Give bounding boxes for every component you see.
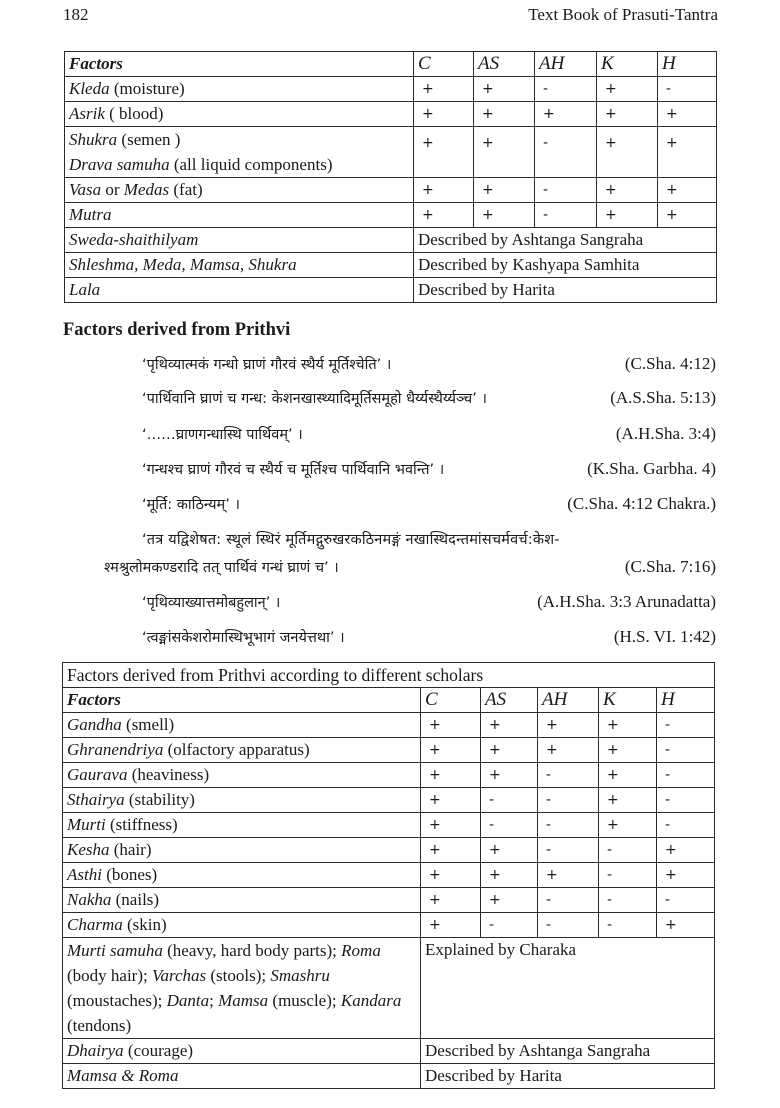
- factor-gloss: (stability): [124, 790, 195, 809]
- mark-h: -: [657, 763, 715, 788]
- mark-as: +: [481, 863, 538, 888]
- sanskrit-verse: ‘पार्थिवानि घ्राणं च गन्ध: केशनखास्थ्यादिमूर्तिसमूहो धैर्य्यस्थैर्य्यञ्च’ ।: [142, 391, 487, 407]
- column-header-as: AS: [474, 52, 535, 77]
- mark-as: +: [474, 178, 535, 203]
- factors-table-1: [64, 51, 717, 303]
- column-header-ah: AH: [535, 52, 597, 77]
- table-row: [63, 913, 715, 938]
- factor-term: Sthairya: [67, 790, 125, 809]
- factor-gloss: (nails): [111, 890, 160, 909]
- factor-gloss: (stools);: [206, 966, 271, 985]
- table-row-span: [65, 228, 717, 253]
- mark-as: +: [474, 127, 535, 178]
- factor-cell: Shleshma, Meda, Mamsa, Shukra: [65, 253, 414, 278]
- source-note: Explained by Charaka: [421, 938, 715, 1039]
- factor-term: Mutra: [69, 205, 112, 224]
- mark-as: +: [474, 102, 535, 127]
- sanskrit-verse: ‘पृथिव्याख्यात्तमोबहुलान्’ ।: [142, 595, 281, 611]
- factor-cell: [65, 127, 414, 178]
- mark-k: +: [597, 178, 658, 203]
- column-header-k: K: [599, 688, 657, 713]
- verse-reference: (A.S.Sha. 5:13): [610, 388, 716, 407]
- factor-gloss: (tendons): [67, 1016, 132, 1035]
- mark-c: +: [414, 102, 474, 127]
- factor-term: Asrik: [69, 104, 105, 123]
- mark-as: +: [481, 763, 538, 788]
- table-row: [65, 178, 717, 203]
- mark-ah: -: [538, 913, 599, 938]
- mark-as: -: [481, 788, 538, 813]
- factor-cell: [65, 203, 414, 228]
- mark-ah: +: [535, 102, 597, 127]
- factor-term: Mamsa & Roma: [67, 1066, 179, 1085]
- table-row: [63, 863, 715, 888]
- mark-ah: -: [535, 178, 597, 203]
- mark-as: -: [481, 813, 538, 838]
- source-note: Described by Ashtanga Sangraha: [421, 1039, 715, 1064]
- sanskrit-verse: ‘मूर्ति: काठिन्यम्’ ।: [142, 497, 240, 513]
- table-row-span: [65, 253, 717, 278]
- mark-as: +: [481, 738, 538, 763]
- source-note: Described by Harita: [421, 1064, 715, 1089]
- factor-connector: or: [101, 180, 124, 199]
- mark-ah: +: [538, 863, 599, 888]
- mark-k: +: [599, 813, 657, 838]
- mark-c: +: [421, 838, 481, 863]
- mark-k: -: [599, 913, 657, 938]
- mark-h: +: [657, 863, 715, 888]
- mark-c: +: [414, 203, 474, 228]
- section-heading: Factors derived from Prithvi: [63, 320, 291, 340]
- mark-h: -: [658, 77, 717, 102]
- mark-c: +: [414, 178, 474, 203]
- factor-term: Kleda: [69, 79, 110, 98]
- mark-k: +: [599, 763, 657, 788]
- mark-c: +: [421, 863, 481, 888]
- factor-gloss: (skin): [122, 915, 167, 934]
- column-header-h: H: [658, 52, 717, 77]
- factor-cell: [63, 913, 421, 938]
- factor-gloss: (heavy, hard body parts);: [162, 941, 342, 960]
- factor-cell: [63, 1064, 421, 1089]
- sanskrit-verse: श्मश्रुलोमकण्डरादि तत् पार्थिवं गन्धं घ्राणं च’ ।: [104, 560, 339, 576]
- column-header-factors: Factors: [65, 52, 414, 77]
- mark-ah: -: [538, 838, 599, 863]
- factor-cell: [63, 938, 421, 1039]
- factor-gloss: (body hair);: [67, 966, 152, 985]
- mark-h: -: [657, 713, 715, 738]
- factor-cell: Sweda-shaithilyam: [65, 228, 414, 253]
- factor-cell: [63, 888, 421, 913]
- factor-term: Nakha: [67, 890, 112, 909]
- mark-ah: -: [535, 203, 597, 228]
- factor-cell: [63, 738, 421, 763]
- column-header-k: K: [597, 52, 658, 77]
- mark-c: +: [414, 77, 474, 102]
- mark-ah: +: [538, 713, 599, 738]
- column-header-c: C: [414, 52, 474, 77]
- mark-as: +: [474, 203, 535, 228]
- factor-term: Medas: [123, 180, 170, 199]
- column-header-c: C: [421, 688, 481, 713]
- mark-ah: -: [538, 813, 599, 838]
- factor-cell: [63, 763, 421, 788]
- verse-reference: (C.Sha. 7:16): [624, 557, 716, 576]
- factor-cell: [63, 1039, 421, 1064]
- factor-term: Charma: [67, 915, 123, 934]
- table-row: [63, 838, 715, 863]
- sanskrit-verse: ‘पृथिव्यात्मकं गन्धो घ्राणं गौरवं स्थैर्य मूर्तिश्चेति’ ।: [142, 357, 392, 373]
- factor-gloss: (courage): [123, 1041, 194, 1060]
- factor-gloss: (stiffness): [105, 815, 178, 834]
- mark-k: +: [597, 102, 658, 127]
- mark-k: +: [597, 127, 658, 178]
- factor-term: Kandara: [340, 991, 402, 1010]
- table-row: [63, 713, 715, 738]
- factor-gloss: (smell): [121, 715, 175, 734]
- verse-reference: (C.Sha. 4:12 Chakra.): [567, 494, 716, 513]
- mark-k: +: [597, 203, 658, 228]
- table-row: [63, 788, 715, 813]
- mark-h: -: [657, 788, 715, 813]
- factor-term: Kesha: [67, 840, 110, 859]
- mark-h: +: [658, 127, 717, 178]
- factor-gloss: (moustaches);: [67, 991, 167, 1010]
- mark-c: +: [421, 813, 481, 838]
- table-header-row: [63, 688, 715, 713]
- factor-term: Ghranendriya: [67, 740, 164, 759]
- factor-term: Danta: [166, 991, 210, 1010]
- factors-table-2: [62, 662, 715, 1089]
- mark-as: +: [474, 77, 535, 102]
- factor-gloss: (olfactory apparatus): [163, 740, 310, 759]
- mark-c: +: [421, 763, 481, 788]
- factor-gloss: (bones): [101, 865, 158, 884]
- mark-k: +: [597, 77, 658, 102]
- page-number: 182: [63, 5, 89, 24]
- mark-c: +: [421, 738, 481, 763]
- source-note: Described by Kashyapa Samhita: [414, 253, 717, 278]
- sanskrit-verse: ‘……घ्राणगन्धास्थि पार्थिवम्’ ।: [142, 427, 303, 443]
- factor-term: Gaurava: [67, 765, 128, 784]
- mark-ah: -: [535, 77, 597, 102]
- mark-h: -: [657, 738, 715, 763]
- factor-gloss: (hair): [109, 840, 152, 859]
- mark-ah: +: [538, 738, 599, 763]
- table-row: [65, 203, 717, 228]
- mark-h: -: [657, 888, 715, 913]
- factor-gloss: (heaviness): [127, 765, 210, 784]
- mark-k: -: [599, 838, 657, 863]
- sanskrit-verse: ‘त्वङ्मांसकेशरोमास्थिभूभागं जनयेत्तथा’ ।: [142, 630, 345, 646]
- factor-gloss: (muscle);: [268, 991, 341, 1010]
- verse-reference: (K.Sha. Garbha. 4): [587, 459, 716, 478]
- factor-cell: [65, 178, 414, 203]
- factor-cell: [63, 788, 421, 813]
- factor-gloss: (all liquid components): [169, 155, 333, 174]
- mark-h: +: [657, 913, 715, 938]
- factor-gloss: (semen ): [117, 130, 181, 149]
- mark-k: +: [599, 788, 657, 813]
- table-header-row: [65, 52, 717, 77]
- factor-term: Shukra: [69, 130, 118, 149]
- mark-k: -: [599, 888, 657, 913]
- factor-gloss: (fat): [169, 180, 203, 199]
- table-row: [65, 127, 717, 178]
- factor-term: Smashru: [270, 966, 330, 985]
- table-title: Factors derived from Prithvi according to different scholars: [63, 663, 715, 688]
- mark-as: +: [481, 838, 538, 863]
- table-row-span: [63, 1039, 715, 1064]
- factor-term: Drava samuha: [69, 155, 170, 174]
- verse-reference: (A.H.Sha. 3:3 Arunadatta): [537, 592, 716, 611]
- mark-h: -: [657, 813, 715, 838]
- factor-term: Asthi: [67, 865, 102, 884]
- factor-gloss: (moisture): [109, 79, 185, 98]
- factor-term: Varchas: [151, 966, 207, 985]
- mark-c: +: [421, 888, 481, 913]
- table-row-span: [65, 278, 717, 303]
- mark-as: +: [481, 888, 538, 913]
- factor-term: Murti samuha: [67, 941, 163, 960]
- mark-as: -: [481, 913, 538, 938]
- mark-as: +: [481, 713, 538, 738]
- mark-c: +: [421, 713, 481, 738]
- table-row: [65, 77, 717, 102]
- factor-term: Murti: [67, 815, 106, 834]
- mark-ah: -: [538, 888, 599, 913]
- verse-reference: (H.S. VI. 1:42): [613, 627, 716, 646]
- source-note: Described by Harita: [414, 278, 717, 303]
- mark-c: +: [421, 913, 481, 938]
- factor-gloss: ( blood): [104, 104, 164, 123]
- mark-ah: -: [538, 788, 599, 813]
- factor-cell: [63, 813, 421, 838]
- factor-term: Mamsa: [218, 991, 269, 1010]
- column-header-factors: Factors: [63, 688, 421, 713]
- verse-reference: (C.Sha. 4:12): [624, 354, 716, 373]
- table-row-multi: [63, 938, 715, 1039]
- source-note: Described by Ashtanga Sangraha: [414, 228, 717, 253]
- column-header-h: H: [657, 688, 715, 713]
- running-head: Text Book of Prasuti-Tantra: [528, 5, 718, 24]
- factor-cell: Lala: [65, 278, 414, 303]
- column-header-as: AS: [481, 688, 538, 713]
- mark-k: +: [599, 713, 657, 738]
- table-row: [63, 763, 715, 788]
- table-row: [63, 813, 715, 838]
- sanskrit-verse: ‘गन्धश्च घ्राणं गौरवं च स्थैर्य च मूर्तिश्च पार्थिवानि भवन्ति’ ।: [142, 462, 445, 478]
- column-header-ah: AH: [538, 688, 599, 713]
- mark-k: -: [599, 863, 657, 888]
- factor-cell: [65, 77, 414, 102]
- mark-c: +: [421, 788, 481, 813]
- table-row-span: [63, 1064, 715, 1089]
- table-title-row: [63, 663, 715, 688]
- mark-ah: -: [535, 127, 597, 178]
- factor-term: Vasa: [69, 180, 102, 199]
- mark-h: +: [658, 178, 717, 203]
- mark-h: +: [658, 203, 717, 228]
- table-row: [63, 888, 715, 913]
- mark-h: +: [657, 838, 715, 863]
- factor-cell: [63, 713, 421, 738]
- table-row: [65, 102, 717, 127]
- mark-k: +: [599, 738, 657, 763]
- mark-c: +: [414, 127, 474, 178]
- factor-term: Gandha: [67, 715, 122, 734]
- factor-gloss: ;: [209, 991, 219, 1010]
- table-row: [63, 738, 715, 763]
- factor-cell: [63, 838, 421, 863]
- mark-ah: -: [538, 763, 599, 788]
- factor-term: Dhairya: [67, 1041, 124, 1060]
- factor-cell: [65, 102, 414, 127]
- factor-term: Roma: [341, 941, 381, 960]
- mark-h: +: [658, 102, 717, 127]
- verse-reference: (A.H.Sha. 3:4): [615, 424, 716, 443]
- factor-cell: [63, 863, 421, 888]
- sanskrit-verse: ‘तत्र यद्विशेषत: स्थूलं स्थिरं मूर्तिमद्गुरुखरकठिनमङ्गं नखास्थिदन्तमांसचर्मवर्च:केश-: [142, 532, 560, 548]
